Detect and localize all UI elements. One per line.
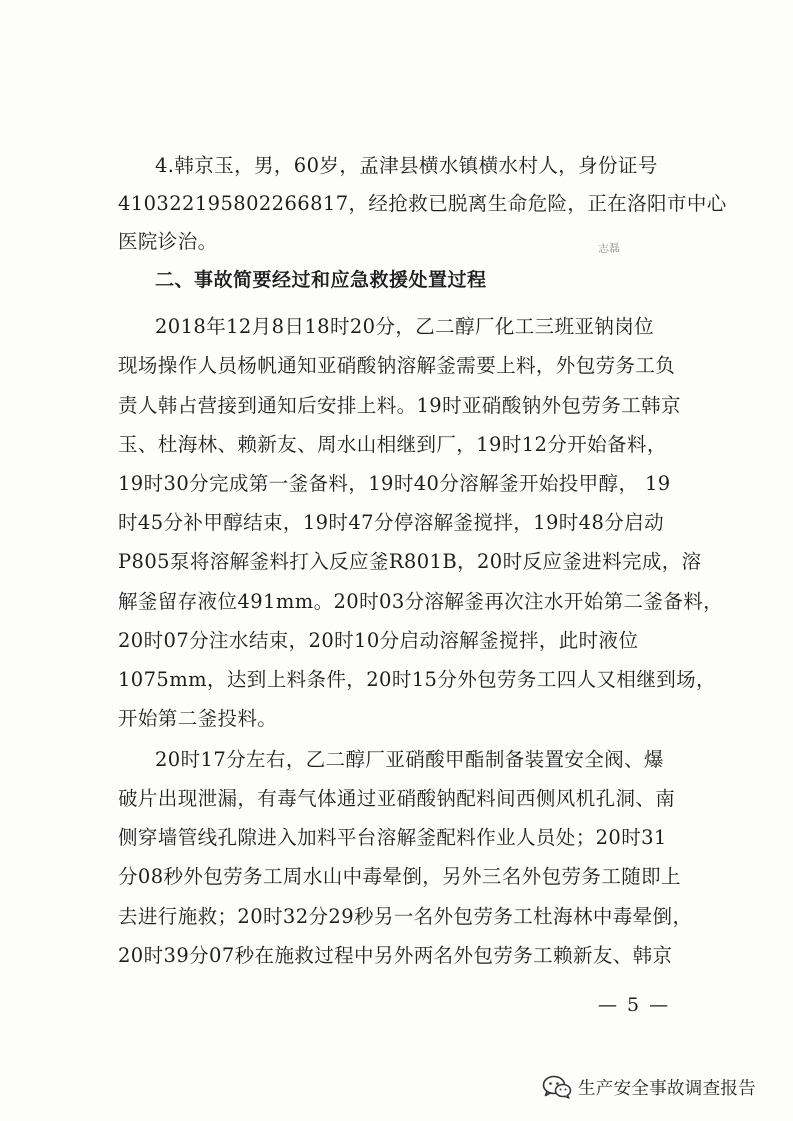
paragraph1-line: 时45分补甲醇结束，19时47分停溶解釜搅拌，19时48分启动 [118,511,664,534]
wechat-watermark [542,1072,756,1102]
paragraph1-line: 2018年12月8日18时20分，乙二醇厂化工三班亚钠岗位 [155,315,655,338]
paragraph1-line: 1075mm，达到上料条件，20时15分外包劳务工四人又相继到场， [118,668,716,691]
paragraph1-line: P805泵将溶解釜料打入反应釜R801B，20时反应釜进料完成，溶 [118,550,702,573]
paragraph1-line: 责人韩占营接到通知后安排上料。19时亚硝酸钠外包劳务工韩京 [118,394,681,417]
victim-item-line-2: 410322195802266817，经抢救已脱离生命危险，正在洛阳市中心 [118,192,727,215]
handwritten-mark: 志磊 [597,241,621,256]
watermark-text: 生产安全事故调查报告 [578,1078,756,1099]
paragraph2-line: 去进行施救；20时32分29秒另一名外包劳务工杜海林中毒晕倒， [118,905,693,928]
paragraph2-line: 分08秒外包劳务工周水山中毒晕倒，另外三名外包劳务工随即上 [118,865,681,888]
paragraph1-line: 20时07分注水结束，20时10分启动溶解釜搅拌，此时液位 [118,629,639,652]
paragraph1-line: 现场操作人员杨帆通知亚硝酸钠溶解釜需要上料，外包劳务工负 [118,354,676,377]
paragraph1-line: 19时30分完成第一釜备料，19时40分溶解釜开始投甲醇， 19 [118,472,671,495]
page-number: — 5 — [598,994,671,1016]
paragraph1-line: 解釜留存液位491mm。20时03分溶解釜再次注水开始第二釜备料， [118,590,724,613]
paragraph2-line: 20时39分07秒在施救过程中另外两名外包劳务工赖新友、韩京 [118,944,673,967]
paragraph1-line: 开始第二釜投料。 [118,707,278,730]
paragraph2-line: 20时17分左右，乙二醇厂亚硝酸甲酯制备装置安全阀、爆 [155,748,664,771]
victim-item-line-1: 4.韩京玉，男，60岁，孟津县横水镇横水村人，身份证号 [155,154,658,177]
victim-item-line-3: 医院诊治。 [118,230,218,253]
paragraph2-line: 侧穿墙管线孔隙进入加料平台溶解釜配料作业人员处；20时31 [118,826,667,849]
paragraph1-line: 玉、杜海林、赖新友、周水山相继到厂，19时12分开始备料， [118,433,667,456]
section-heading: 二、事故简要经过和应急救援处置过程 [155,269,487,291]
wechat-icon [542,1074,572,1100]
paragraph2-line: 破片出现泄漏，有毒气体通过亚硝酸钠配料间西侧风机孔洞、南 [118,787,676,810]
